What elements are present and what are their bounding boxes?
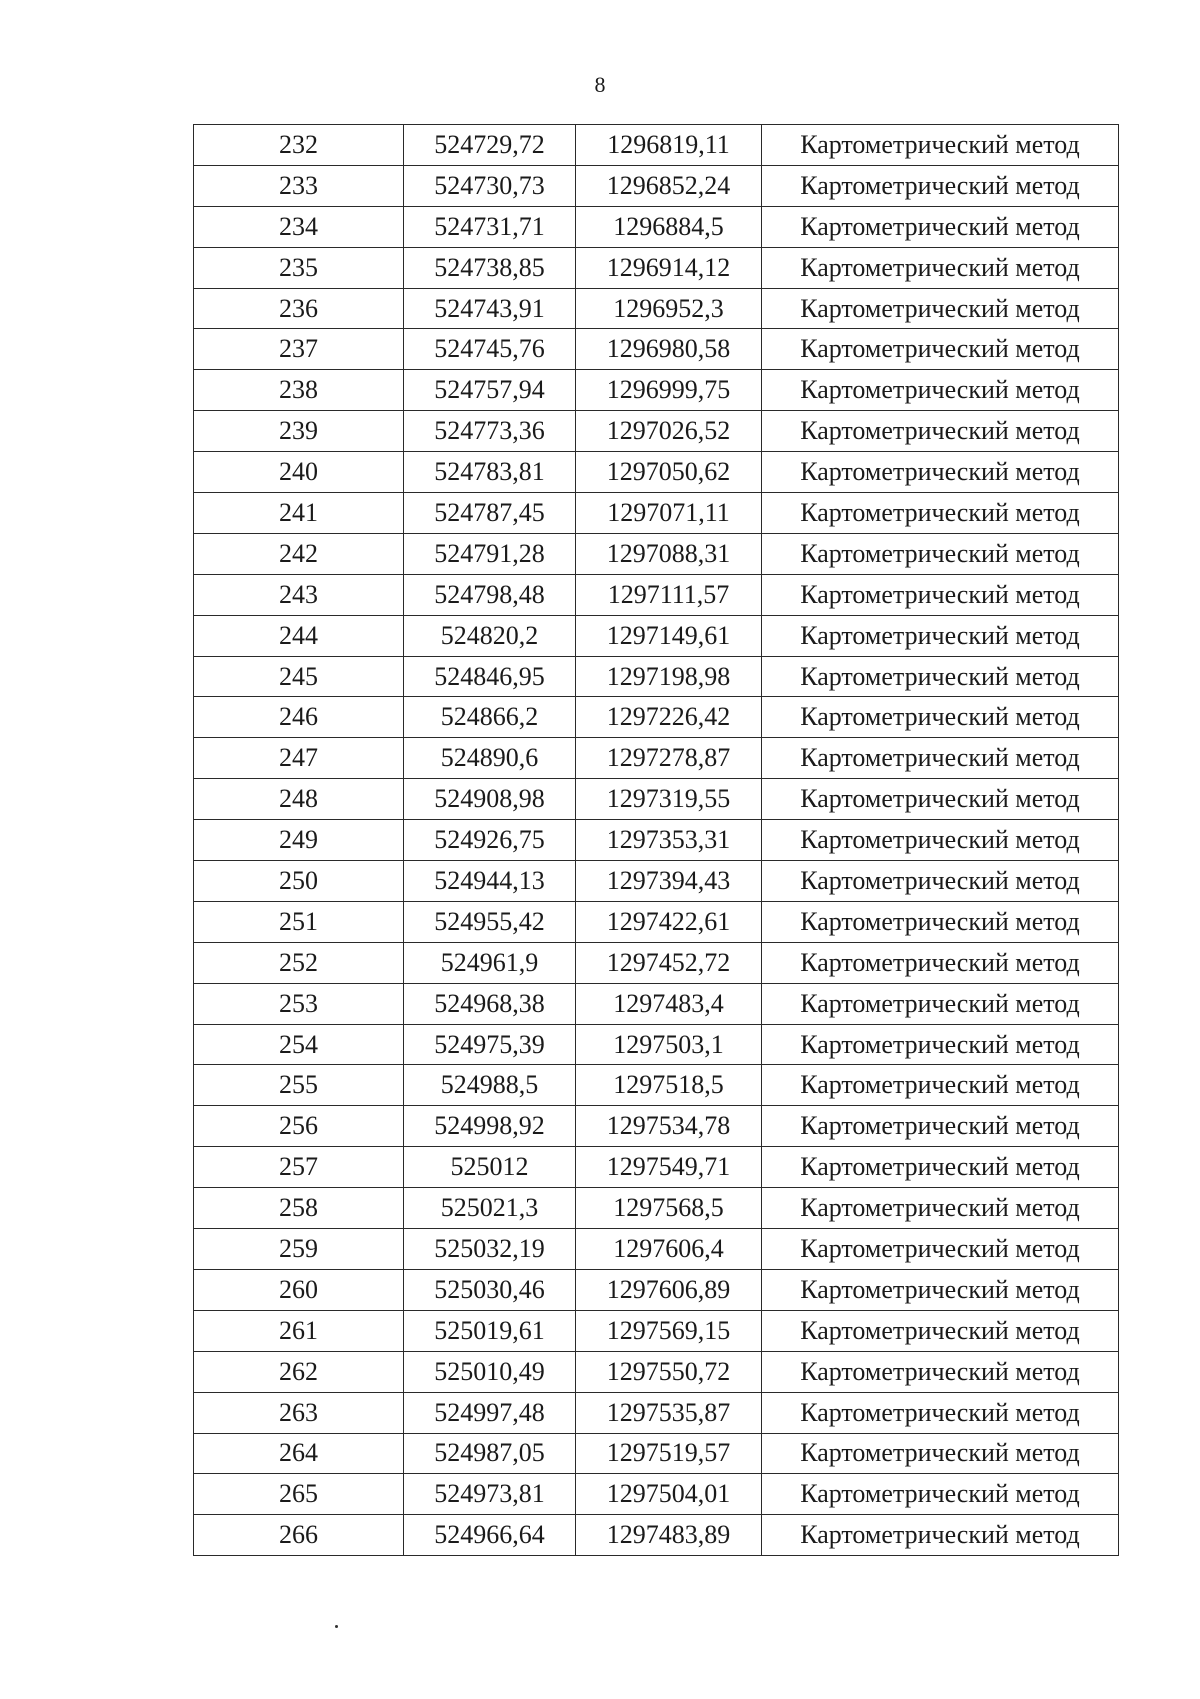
y-coordinate-cell: 1297569,15: [576, 1310, 762, 1351]
method-cell: Картометрический метод: [762, 1474, 1119, 1515]
method-cell: Картометрический метод: [762, 983, 1119, 1024]
x-coordinate-cell: 524787,45: [404, 493, 576, 534]
point-number-cell: 235: [194, 247, 404, 288]
method-cell: Картометрический метод: [762, 452, 1119, 493]
x-coordinate-cell: 525030,46: [404, 1269, 576, 1310]
method-cell: Картометрический метод: [762, 861, 1119, 902]
y-coordinate-cell: 1297111,57: [576, 574, 762, 615]
x-coordinate-cell: 524729,72: [404, 125, 576, 166]
x-coordinate-cell: 524890,6: [404, 738, 576, 779]
table-row: [194, 1269, 1119, 1310]
y-coordinate-cell: 1296884,5: [576, 206, 762, 247]
point-number-cell: 233: [194, 165, 404, 206]
method-cell: Картометрический метод: [762, 574, 1119, 615]
point-number-cell: 238: [194, 370, 404, 411]
x-coordinate-cell: 524908,98: [404, 779, 576, 820]
point-number-cell: 264: [194, 1433, 404, 1474]
method-cell: Картометрический метод: [762, 1515, 1119, 1556]
x-coordinate-cell: 525010,49: [404, 1351, 576, 1392]
method-cell: Картометрический метод: [762, 656, 1119, 697]
y-coordinate-cell: 1296819,11: [576, 125, 762, 166]
point-number-cell: 261: [194, 1310, 404, 1351]
method-cell: Картометрический метод: [762, 820, 1119, 861]
method-cell: Картометрический метод: [762, 615, 1119, 656]
point-number-cell: 250: [194, 861, 404, 902]
point-number-cell: 252: [194, 942, 404, 983]
table-row: [194, 697, 1119, 738]
x-coordinate-cell: 525032,19: [404, 1229, 576, 1270]
table-row: [194, 574, 1119, 615]
y-coordinate-cell: 1297198,98: [576, 656, 762, 697]
point-number-cell: 243: [194, 574, 404, 615]
x-coordinate-cell: 525019,61: [404, 1310, 576, 1351]
method-cell: Картометрический метод: [762, 1024, 1119, 1065]
x-coordinate-cell: 525012: [404, 1147, 576, 1188]
y-coordinate-cell: 1297550,72: [576, 1351, 762, 1392]
point-number-cell: 240: [194, 452, 404, 493]
table-row: [194, 656, 1119, 697]
point-number-cell: 265: [194, 1474, 404, 1515]
method-cell: Картометрический метод: [762, 1065, 1119, 1106]
point-number-cell: 247: [194, 738, 404, 779]
x-coordinate-cell: 524926,75: [404, 820, 576, 861]
y-coordinate-cell: 1297452,72: [576, 942, 762, 983]
y-coordinate-cell: 1297088,31: [576, 533, 762, 574]
point-number-cell: 234: [194, 206, 404, 247]
table-row: [194, 1515, 1119, 1556]
table-row: [194, 206, 1119, 247]
page-number: 8: [594, 72, 606, 97]
table-row: [194, 738, 1119, 779]
point-number-cell: 246: [194, 697, 404, 738]
method-cell: Картометрический метод: [762, 1351, 1119, 1392]
table-row: [194, 901, 1119, 942]
table-row: [194, 1433, 1119, 1474]
point-number-cell: 255: [194, 1065, 404, 1106]
point-number-cell: 256: [194, 1106, 404, 1147]
point-number-cell: 251: [194, 901, 404, 942]
x-coordinate-cell: 524866,2: [404, 697, 576, 738]
table-row: [194, 942, 1119, 983]
point-number-cell: 244: [194, 615, 404, 656]
point-number-cell: 232: [194, 125, 404, 166]
method-cell: Картометрический метод: [762, 1392, 1119, 1433]
y-coordinate-cell: 1296999,75: [576, 370, 762, 411]
table-row: [194, 1474, 1119, 1515]
method-cell: Картометрический метод: [762, 165, 1119, 206]
point-number-cell: 253: [194, 983, 404, 1024]
y-coordinate-cell: 1297606,4: [576, 1229, 762, 1270]
x-coordinate-cell: 524997,48: [404, 1392, 576, 1433]
method-cell: Картометрический метод: [762, 1269, 1119, 1310]
method-cell: Картометрический метод: [762, 738, 1119, 779]
y-coordinate-cell: 1297483,89: [576, 1515, 762, 1556]
x-coordinate-cell: 524783,81: [404, 452, 576, 493]
x-coordinate-cell: 524944,13: [404, 861, 576, 902]
y-coordinate-cell: 1297504,01: [576, 1474, 762, 1515]
method-cell: Картометрический метод: [762, 1310, 1119, 1351]
method-cell: Картометрический метод: [762, 1106, 1119, 1147]
point-number-cell: 259: [194, 1229, 404, 1270]
table-row: [194, 779, 1119, 820]
table-row: [194, 493, 1119, 534]
point-number-cell: 263: [194, 1392, 404, 1433]
x-coordinate-cell: 524743,91: [404, 288, 576, 329]
coordinates-table-body: [194, 125, 1119, 1556]
table-row: [194, 1024, 1119, 1065]
point-number-cell: 242: [194, 533, 404, 574]
y-coordinate-cell: 1297549,71: [576, 1147, 762, 1188]
x-coordinate-cell: 524757,94: [404, 370, 576, 411]
method-cell: Картометрический метод: [762, 493, 1119, 534]
x-coordinate-cell: 524730,73: [404, 165, 576, 206]
table-row: [194, 1392, 1119, 1433]
method-cell: Картометрический метод: [762, 901, 1119, 942]
x-coordinate-cell: 525021,3: [404, 1188, 576, 1229]
table-row: [194, 1188, 1119, 1229]
y-coordinate-cell: 1297149,61: [576, 615, 762, 656]
y-coordinate-cell: 1297319,55: [576, 779, 762, 820]
point-number-cell: 249: [194, 820, 404, 861]
x-coordinate-cell: 524955,42: [404, 901, 576, 942]
method-cell: Картометрический метод: [762, 125, 1119, 166]
method-cell: Картометрический метод: [762, 533, 1119, 574]
x-coordinate-cell: 524961,9: [404, 942, 576, 983]
x-coordinate-cell: 524975,39: [404, 1024, 576, 1065]
table-row: [194, 125, 1119, 166]
table-row: [194, 411, 1119, 452]
method-cell: Картометрический метод: [762, 1147, 1119, 1188]
x-coordinate-cell: 524791,28: [404, 533, 576, 574]
table-row: [194, 1065, 1119, 1106]
y-coordinate-cell: 1297071,11: [576, 493, 762, 534]
point-number-cell: 266: [194, 1515, 404, 1556]
x-coordinate-cell: 524731,71: [404, 206, 576, 247]
point-number-cell: 262: [194, 1351, 404, 1392]
method-cell: Картометрический метод: [762, 370, 1119, 411]
point-number-cell: 257: [194, 1147, 404, 1188]
y-coordinate-cell: 1297534,78: [576, 1106, 762, 1147]
x-coordinate-cell: 524820,2: [404, 615, 576, 656]
y-coordinate-cell: 1296914,12: [576, 247, 762, 288]
table-row: [194, 288, 1119, 329]
y-coordinate-cell: 1296852,24: [576, 165, 762, 206]
method-cell: Картометрический метод: [762, 1433, 1119, 1474]
x-coordinate-cell: 524987,05: [404, 1433, 576, 1474]
y-coordinate-cell: 1297483,4: [576, 983, 762, 1024]
x-coordinate-cell: 524798,48: [404, 574, 576, 615]
y-coordinate-cell: 1297278,87: [576, 738, 762, 779]
method-cell: Картометрический метод: [762, 329, 1119, 370]
table-row: [194, 615, 1119, 656]
point-number-cell: 236: [194, 288, 404, 329]
table-row: [194, 533, 1119, 574]
x-coordinate-cell: 524745,76: [404, 329, 576, 370]
y-coordinate-cell: 1297050,62: [576, 452, 762, 493]
point-number-cell: 245: [194, 656, 404, 697]
method-cell: Картометрический метод: [762, 206, 1119, 247]
table-row: [194, 861, 1119, 902]
x-coordinate-cell: 524968,38: [404, 983, 576, 1024]
y-coordinate-cell: 1296952,3: [576, 288, 762, 329]
method-cell: Картометрический метод: [762, 779, 1119, 820]
method-cell: Картометрический метод: [762, 1229, 1119, 1270]
y-coordinate-cell: 1297422,61: [576, 901, 762, 942]
table-row: [194, 1351, 1119, 1392]
y-coordinate-cell: 1297535,87: [576, 1392, 762, 1433]
x-coordinate-cell: 524738,85: [404, 247, 576, 288]
x-coordinate-cell: 524998,92: [404, 1106, 576, 1147]
method-cell: Картометрический метод: [762, 697, 1119, 738]
method-cell: Картометрический метод: [762, 288, 1119, 329]
y-coordinate-cell: 1297226,42: [576, 697, 762, 738]
stray-mark: [335, 1625, 338, 1628]
point-number-cell: 260: [194, 1269, 404, 1310]
x-coordinate-cell: 524846,95: [404, 656, 576, 697]
point-number-cell: 237: [194, 329, 404, 370]
coordinates-table: [193, 124, 1119, 1556]
method-cell: Картометрический метод: [762, 942, 1119, 983]
y-coordinate-cell: 1297503,1: [576, 1024, 762, 1065]
table-row: [194, 452, 1119, 493]
method-cell: Картометрический метод: [762, 247, 1119, 288]
y-coordinate-cell: 1297519,57: [576, 1433, 762, 1474]
y-coordinate-cell: 1296980,58: [576, 329, 762, 370]
table-row: [194, 820, 1119, 861]
y-coordinate-cell: 1297353,31: [576, 820, 762, 861]
table-row: [194, 1147, 1119, 1188]
table-row: [194, 329, 1119, 370]
point-number-cell: 258: [194, 1188, 404, 1229]
table-row: [194, 165, 1119, 206]
y-coordinate-cell: 1297518,5: [576, 1065, 762, 1106]
y-coordinate-cell: 1297394,43: [576, 861, 762, 902]
table-row: [194, 247, 1119, 288]
y-coordinate-cell: 1297606,89: [576, 1269, 762, 1310]
point-number-cell: 254: [194, 1024, 404, 1065]
y-coordinate-cell: 1297026,52: [576, 411, 762, 452]
y-coordinate-cell: 1297568,5: [576, 1188, 762, 1229]
x-coordinate-cell: 524973,81: [404, 1474, 576, 1515]
point-number-cell: 239: [194, 411, 404, 452]
table-row: [194, 983, 1119, 1024]
table-row: [194, 370, 1119, 411]
x-coordinate-cell: 524988,5: [404, 1065, 576, 1106]
table-row: [194, 1106, 1119, 1147]
point-number-cell: 241: [194, 493, 404, 534]
point-number-cell: 248: [194, 779, 404, 820]
x-coordinate-cell: 524773,36: [404, 411, 576, 452]
method-cell: Картометрический метод: [762, 1188, 1119, 1229]
table-row: [194, 1310, 1119, 1351]
table-row: [194, 1229, 1119, 1270]
method-cell: Картометрический метод: [762, 411, 1119, 452]
x-coordinate-cell: 524966,64: [404, 1515, 576, 1556]
